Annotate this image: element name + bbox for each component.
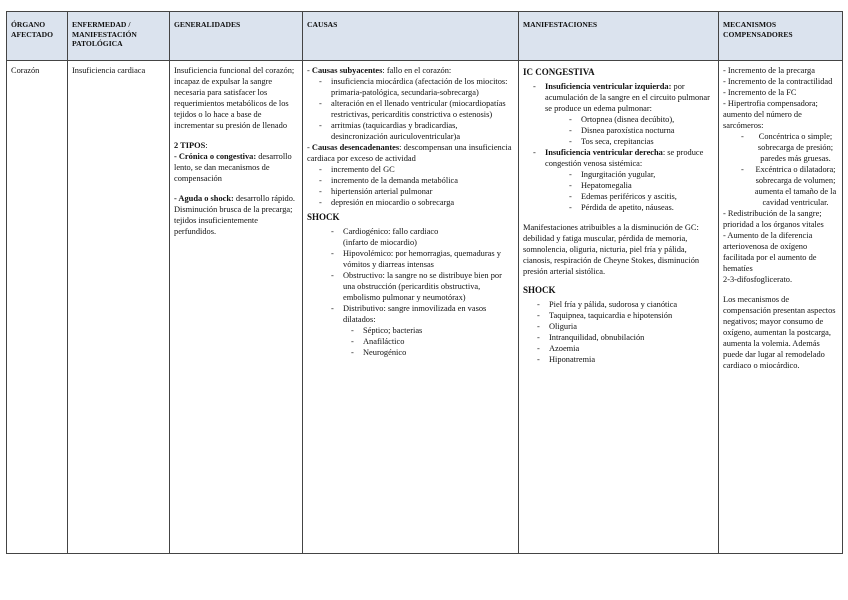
meca-line: - Incremento de la contractilidad: [723, 77, 833, 86]
header-row: [7, 12, 843, 61]
meca-line: - Incremento de la FC: [723, 88, 797, 97]
ic-list: [523, 81, 714, 213]
aguda-paragraph: [174, 193, 298, 237]
list-item: - incremento del GC: [307, 164, 514, 175]
meca-line: - Incremento de la precarga: [723, 66, 815, 75]
desencadenantes-line: [307, 142, 514, 164]
cronica-label: - Crónica o congestiva:: [174, 152, 257, 161]
tipos-label: 2 TIPOS: [174, 141, 206, 150]
distributivo-list: [337, 325, 514, 358]
cell-mecanismos: [719, 61, 843, 554]
oxigeno-line: - Aumento de la diferencia arteriovenosa de oxígeno facilitada por el aumento de hematíes: [723, 231, 817, 273]
list-item: - Intranquilidad, obnubilación: [527, 332, 714, 343]
aguda-text: desarrollo rápido. Disminución brusca de la precarga; tejidos insuficientemente perfundidos.: [174, 194, 295, 236]
subyacentes-label: Causas subyacentes: [311, 66, 383, 75]
list-item: - Tos seca, crepitancias: [555, 136, 714, 147]
list-item: - Hipovolémico: por hemorragias, quemaduras y vómitos y diarreas intensas: [317, 248, 514, 270]
list-item: - Azoemia: [527, 343, 714, 354]
meca-line: - Hipertrofia compensadora; aumento del número de sarcómeros:: [723, 99, 818, 130]
header-generalidades: GENERALIDADES: [170, 12, 303, 61]
header-causas: CAUSAS: [303, 12, 519, 61]
subyacentes-list: [307, 76, 514, 142]
izq-text: por acumulación de la sangre en el circuito pulmonar se produce un edema pulmonar:: [545, 82, 710, 113]
cell-generalidades: [170, 61, 303, 554]
header-mecanismos: MECANISMOS COMPENSADORES: [719, 12, 843, 61]
der-label: Insuficiencia ventricular derecha: [545, 148, 663, 157]
cell-causas: [303, 61, 519, 554]
list-item: - Hiponatremia: [527, 354, 714, 365]
table-row: [7, 61, 843, 554]
list-item: - Obstructivo: la sangre no se distribuye bien por una obstrucción (pericarditis obstructiva, embolismo pulmonar y neumotórax): [317, 270, 514, 303]
list-item: - alteración en el llenado ventricular (miocardiopatías restrictivas, pericarditis constrictiva o estenosis): [307, 98, 514, 120]
cell-enfermedad: Insuficiencia cardiaca: [68, 61, 170, 554]
redistribucion-line: - Redistribución de la sangre; prioridad a los órganos vitales: [723, 209, 824, 229]
list-item: - hipertensión arterial pulmonar: [307, 186, 514, 197]
list-item-derecha: [523, 147, 714, 213]
generalidades-intro: Insuficiencia funcional del corazón; incapaz de expulsar la sangre necesaria para satisfacer los requerimientos metabólicos de los tejidos o lo hace a base de incrementar su presión de llenado: [174, 66, 295, 130]
der-list: [555, 169, 714, 213]
list-item: - Oliguria: [527, 321, 714, 332]
list-item: - arritmias (taquicardias y bradicardias, desincronización auriculoventricular)a: [307, 120, 514, 142]
header-enfermedad: ENFERMEDAD / MANIFESTACIÓN PATOLÓGICA: [68, 12, 170, 61]
subyacentes-dash: -: [307, 66, 312, 75]
list-item: - Piel fría y pálida, sudorosa y cianótica: [527, 299, 714, 310]
manifest-shock-list: [527, 299, 714, 365]
list-item: - Excéntrica o dilatadora; sobrecarga de volumen; aumenta el tamaño de la cavidad ventricular.: [737, 164, 838, 208]
desencadenantes-text: : descompensan una insuficiencia cardiaca por exceso de actividad: [307, 143, 512, 163]
desencadenantes-label: Causas desencadenantes: [311, 143, 400, 152]
header-manifestaciones: MANIFESTACIONES: [519, 12, 719, 61]
list-item: - Disnea paroxística nocturna: [555, 125, 714, 136]
list-item: - Anafiláctico: [337, 336, 514, 347]
cell-manifestaciones: [519, 61, 719, 554]
hipertrofia-list: [737, 131, 838, 208]
desencadenantes-dash: -: [307, 143, 312, 152]
list-item: - Pérdida de apetito, náuseas.: [555, 202, 714, 213]
header-organo: ÓRGANO AFECTADO: [7, 12, 68, 61]
cell-organo: Corazón: [7, 61, 68, 554]
list-item: - insuficiencia miocárdica (afectación de los miocitos: primaria-patológica, secundaria-sobrecarga): [307, 76, 514, 98]
gc-paragraph: Manifestaciones atribuibles a la disminución de GC: debilidad y fatiga muscular, pérdida de memoria, somnolencia, oliguria, nicturia, piel fría y pálida, cianosis, respiración de Cheyne Stokes, disminución presión arterial sistólica.: [523, 223, 700, 276]
aguda-label: - Aguda o shock:: [174, 194, 234, 203]
list-item: - Taquipnea, taquicardia e hipotensión: [527, 310, 714, 321]
list-item: - Séptico; bacterias: [337, 325, 514, 336]
list-item: - Hepatomegalia: [555, 180, 714, 191]
list-item: - incremento de la demanda metabólica: [307, 175, 514, 186]
list-item: - Ingurgitación yugular,: [555, 169, 714, 180]
list-item-izquierda: [523, 81, 714, 147]
desencadenantes-list: [307, 164, 514, 208]
list-item: - depresión en miocardio o sobrecarga: [307, 197, 514, 208]
list-item: - Concéntrica o simple; sobrecarga de presión; paredes más gruesas.: [737, 131, 838, 164]
izq-label: Insuficiencia ventricular izquierda:: [545, 82, 672, 91]
list-item: - Distributivo: sangre inmovilizada en vasos dilatados:: [317, 303, 514, 325]
summary-table: [6, 11, 843, 554]
manifest-shock-title: SHOCK: [523, 285, 556, 295]
subyacentes-text: : fallo en el corazón:: [382, 66, 452, 75]
cronica-text: desarrollo lento, se dan mecanismos de compensación: [174, 152, 292, 183]
list-item: - Edemas periféricos y ascitis,: [555, 191, 714, 202]
meca-final: Los mecanismos de compensación presentan aspectos negativos; mayor consumo de oxígeno, aumentan la postcarga, aumenta la volemia. Además puede dar lugar al remodelado cardiaco o miocárdico.: [723, 295, 836, 370]
causas-shock-list: [317, 226, 514, 325]
tipos-line: [174, 140, 298, 151]
izq-list: [555, 114, 714, 147]
list-item: - Cardiogénico: fallo cardiaco (infarto de miocardio): [317, 226, 514, 248]
subyacentes-line: [307, 65, 514, 76]
ic-congestiva-title: IC CONGESTIVA: [523, 67, 595, 77]
dpg-line: 2-3-difosfoglicerato.: [723, 275, 793, 284]
causas-shock-title: SHOCK: [307, 212, 340, 222]
list-item: - Neurogénico: [337, 347, 514, 358]
cronica-paragraph: [174, 151, 298, 184]
tipos-colon: :: [205, 141, 208, 150]
list-item: - Ortopnea (disnea decúbito),: [555, 114, 714, 125]
der-text: : se produce congestión venosa sistémica:: [545, 148, 704, 168]
